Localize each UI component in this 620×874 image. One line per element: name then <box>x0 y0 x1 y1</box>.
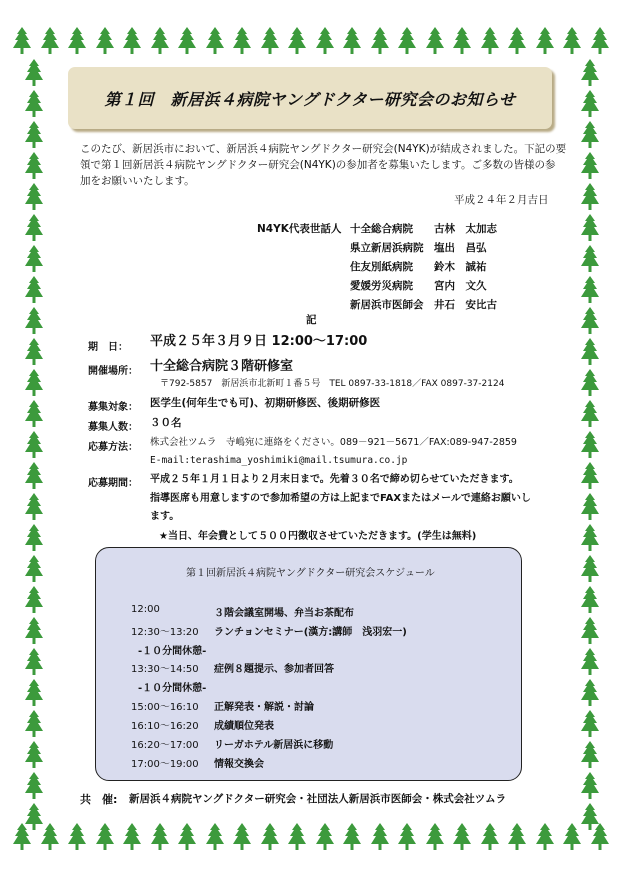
schedule-time: 16:10～16:20 <box>131 721 199 732</box>
title-banner <box>68 67 552 129</box>
organizers-heading: N4YK代表世話人 <box>257 223 342 235</box>
count-value: ３０名 <box>150 417 182 429</box>
schedule-time: 12:30～13:20 <box>131 627 199 638</box>
organizer-name: 古林 太加志 <box>434 223 497 235</box>
organizer-org: 新居浜市医師会 <box>350 299 424 311</box>
venue-label: 開催場所： <box>88 366 138 377</box>
ki-heading: 記 <box>306 314 317 326</box>
schedule-desc: 情報交換会 <box>214 759 264 770</box>
period-line: 指導医席も用意しますので参加希望の方は上記までFAXまたはメールで連絡お願いし <box>150 493 531 504</box>
apply-email: E-mail:terashima_yoshimiki@mail.tsumura.co.jp <box>150 455 408 466</box>
venue-value: 十全総合病院３階研修室 <box>150 359 294 374</box>
organizer-name: 塩出 昌弘 <box>434 242 487 254</box>
organizer-name: 井石 安比古 <box>434 299 497 311</box>
intro-line: 領で第１回新居浜４病院ヤングドクター研究会(N4YK)の参加者を募集いたします。ご多数の皆様の参 <box>80 159 556 171</box>
organizer-org: 県立新居浜病院 <box>350 242 424 254</box>
schedule-desc: ３階会議室開場、弁当お茶配布 <box>214 608 354 619</box>
organizer-org: 十全総合病院 <box>350 223 413 235</box>
apply-label: 応募方法： <box>88 442 138 453</box>
period-line: 平成２５年１月１日より２月末日まで。先着３０名で締め切らせていただきます。 <box>150 474 519 485</box>
organizer-name: 鈴木 誠祐 <box>434 261 487 273</box>
organizer-name: 宮内 文久 <box>434 280 487 292</box>
period-line: ます。 <box>150 511 180 522</box>
schedule-desc: 症例８題提示、参加者回答 <box>214 664 334 675</box>
venue-address: 〒792-5857 新居浜市北新町１番５号 TEL 0897-33-1818／FAX 0897-37-2124 <box>160 379 505 389</box>
sponsor-label: 共 催: <box>80 793 118 806</box>
target-value: 医学生(何年生でも可)、初期研修医、後期研修医 <box>150 397 381 409</box>
fee-note: ★当日、年会費として５００円徴収させていただきます。(学生は無料) <box>159 531 477 542</box>
schedule-time: 16:20～17:00 <box>131 740 199 751</box>
sponsor-value: 新居浜４病院ヤングドクター研究会・社団法人新居浜市医師会・株式会社ツムラ <box>129 793 507 805</box>
organizer-org: 住友別紙病院 <box>350 261 413 273</box>
schedule-desc: 正解発表・解説・討論 <box>214 702 314 713</box>
date-label: 期 日： <box>88 342 128 353</box>
page-title: 第１回 新居浜４病院ヤングドクター研究会のお知らせ <box>104 89 516 109</box>
schedule-box <box>95 547 522 781</box>
schedule-break: -１０分間休憩- <box>138 683 207 694</box>
schedule-time: 17:00～19:00 <box>131 759 199 770</box>
intro-line: このたび、新居浜市において、新居浜４病院ヤングドクター研究会(N4YK)が結成されました。下記の要 <box>80 143 567 155</box>
schedule-time: 15:00～16:10 <box>131 702 199 713</box>
schedule-desc: ランチョンセミナー(漢方:講師 浅羽宏一) <box>214 627 407 638</box>
date-value: 平成２５年３月９日 12:00～17:00 <box>150 334 368 349</box>
count-label: 募集人数： <box>88 422 138 433</box>
period-label: 応募期間： <box>88 478 138 489</box>
intro-line: 加をお願いいたします。 <box>80 175 195 187</box>
schedule-time: 13:30～14:50 <box>131 664 199 675</box>
issue-date: 平成２４年２月吉日 <box>454 194 549 206</box>
organizer-org: 愛媛労災病院 <box>350 280 413 292</box>
schedule-desc: リーガホテル新居浜に移動 <box>214 740 334 751</box>
target-label: 募集対象： <box>88 402 138 413</box>
schedule-time: 12:00 <box>131 604 160 615</box>
schedule-title: 第１回新居浜４病院ヤングドクター研究会スケジュール <box>186 568 435 579</box>
schedule-break: -１０分間休憩- <box>138 646 207 657</box>
apply-value: 株式会社ツムラ 寺嶋宛に連絡をください。089－921－5671／FAX:089-947-2859 <box>150 437 517 448</box>
schedule-desc: 成績順位発表 <box>214 721 274 732</box>
